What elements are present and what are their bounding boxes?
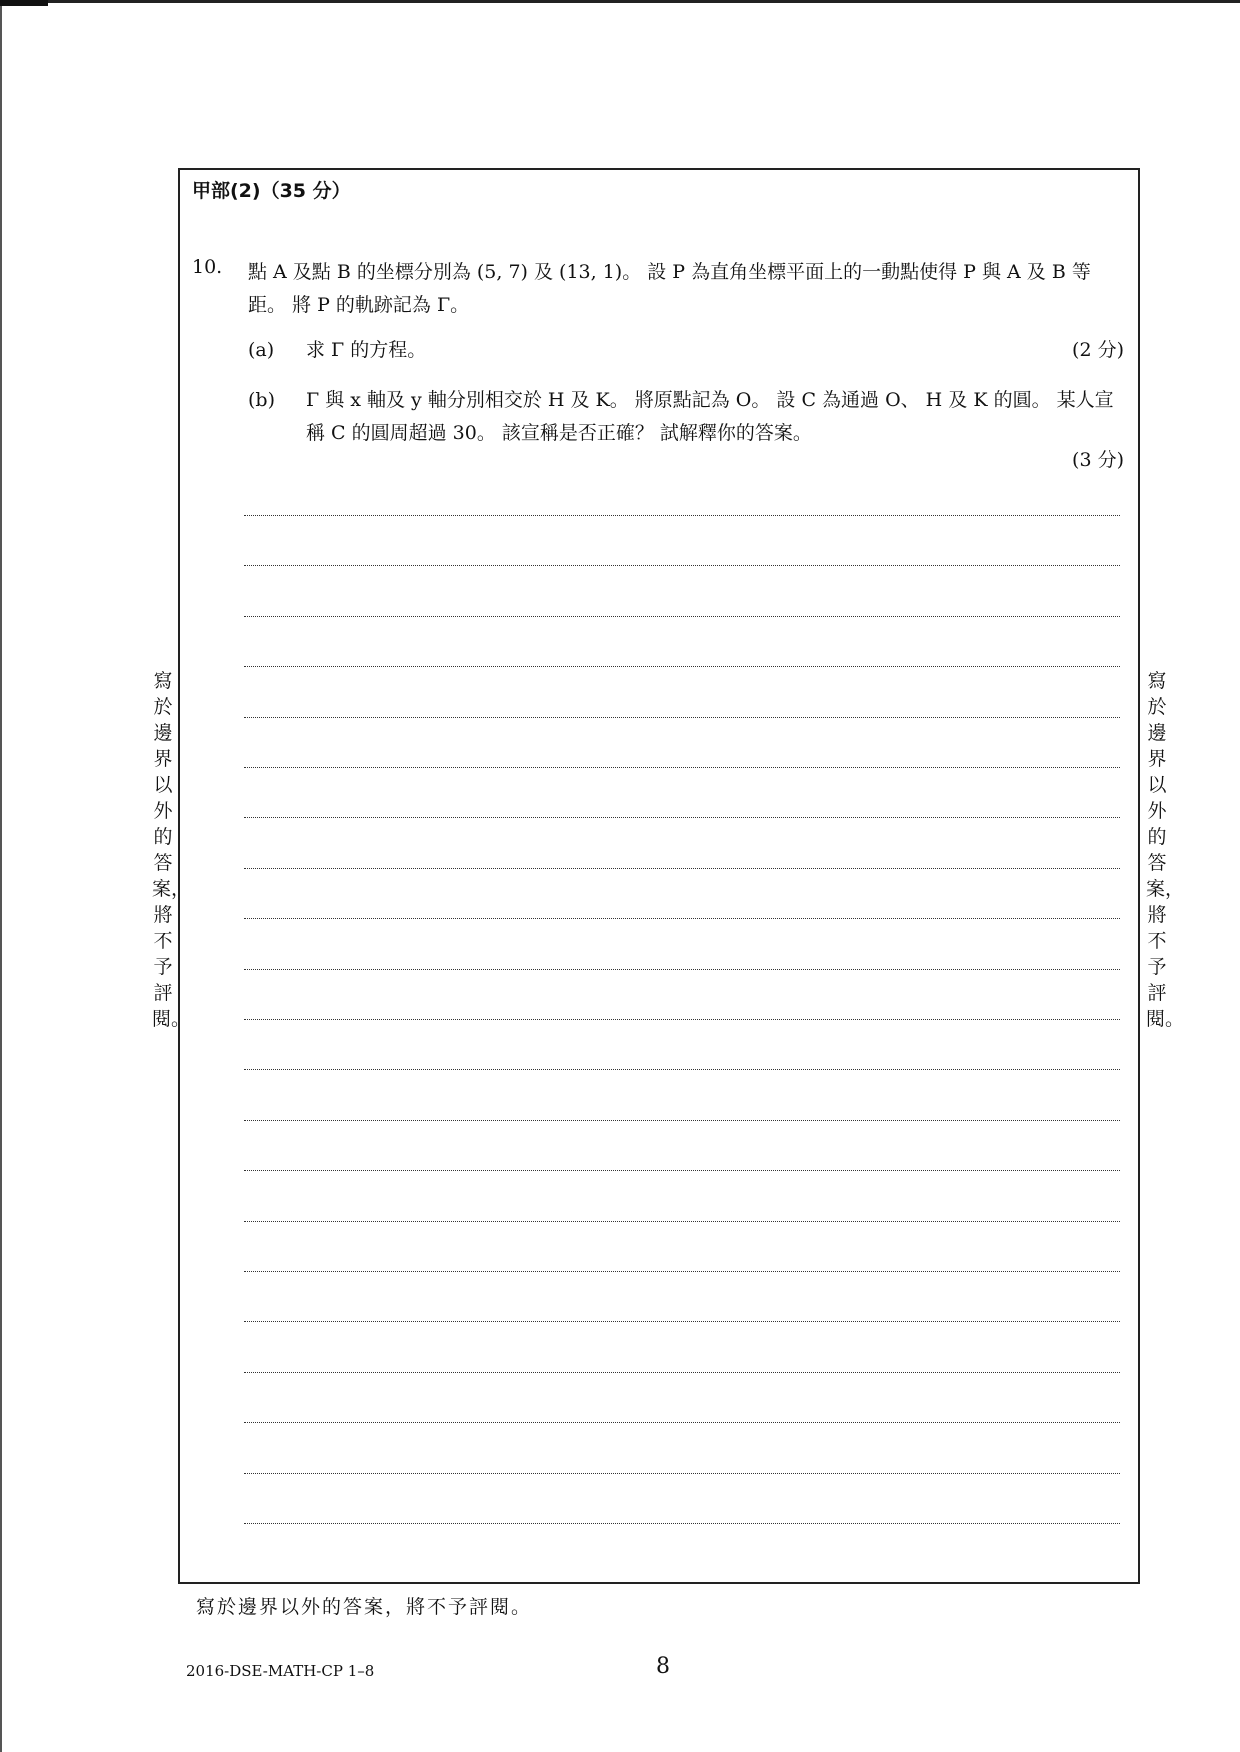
part-text: 求 Γ 的方程。 — [306, 339, 427, 361]
answer-line — [244, 918, 1120, 919]
part-label: (a) — [248, 339, 275, 361]
scan-edge-left — [0, 0, 2, 1752]
scan-edge-top — [0, 0, 1240, 3]
side-note-left: 寫於邊界以外的答案，將不予評閱。 — [152, 670, 191, 1030]
answer-line — [244, 1321, 1120, 1322]
answer-line — [244, 1069, 1120, 1070]
answer-line — [244, 565, 1120, 566]
part-marks: (3 分) — [1072, 449, 1124, 471]
answer-line — [244, 1120, 1120, 1121]
section-title: 甲部(2)（35 分） — [192, 180, 351, 202]
answer-line — [244, 868, 1120, 869]
question-text: 點 A 及點 B 的坐標分別為 (5, 7) 及 (13, 1)。 設 P 為直角坐標平面上的一動點使得 P 與 A 及 B 等距。 將 P 的軌跡記為 Γ。 — [248, 261, 1091, 316]
answer-line — [244, 1019, 1120, 1020]
answer-line — [244, 666, 1120, 667]
answer-line — [244, 1271, 1120, 1272]
answer-line — [244, 817, 1120, 818]
question-part-a — [248, 334, 1124, 367]
bottom-note: 寫於邊界以外的答案，將不予評閱。 — [196, 1596, 533, 1618]
part-label: (b) — [248, 389, 275, 411]
footer-code: 2016-DSE-MATH-CP 1–8 — [186, 1662, 375, 1680]
answer-line — [244, 717, 1120, 718]
page-number: 8 — [656, 1654, 670, 1679]
answer-line — [244, 1170, 1120, 1171]
answer-line — [244, 969, 1120, 970]
question-number: 10. — [192, 256, 223, 278]
answer-line — [244, 616, 1120, 617]
answer-line — [244, 515, 1120, 516]
part-marks: (2 分) — [1072, 339, 1124, 361]
answer-line — [244, 1523, 1120, 1524]
side-note-right: 寫於邊界以外的答案，將不予評閱。 — [1146, 670, 1185, 1030]
answer-line — [244, 767, 1120, 768]
answer-line — [244, 1372, 1120, 1373]
answer-line — [244, 1422, 1120, 1423]
answer-line — [244, 1221, 1120, 1222]
question-part-b — [248, 384, 1124, 484]
answer-line — [244, 1473, 1120, 1474]
part-text: Γ 與 x 軸及 y 軸分別相交於 H 及 K。 將原點記為 O。 設 C 為通過 O、 H 及 K 的圓。 某人宣稱 C 的圓周超過 30。 該宣稱是否正確？ 試解釋你的答案。 — [306, 389, 1114, 444]
scan-corner-mark — [0, 0, 48, 6]
